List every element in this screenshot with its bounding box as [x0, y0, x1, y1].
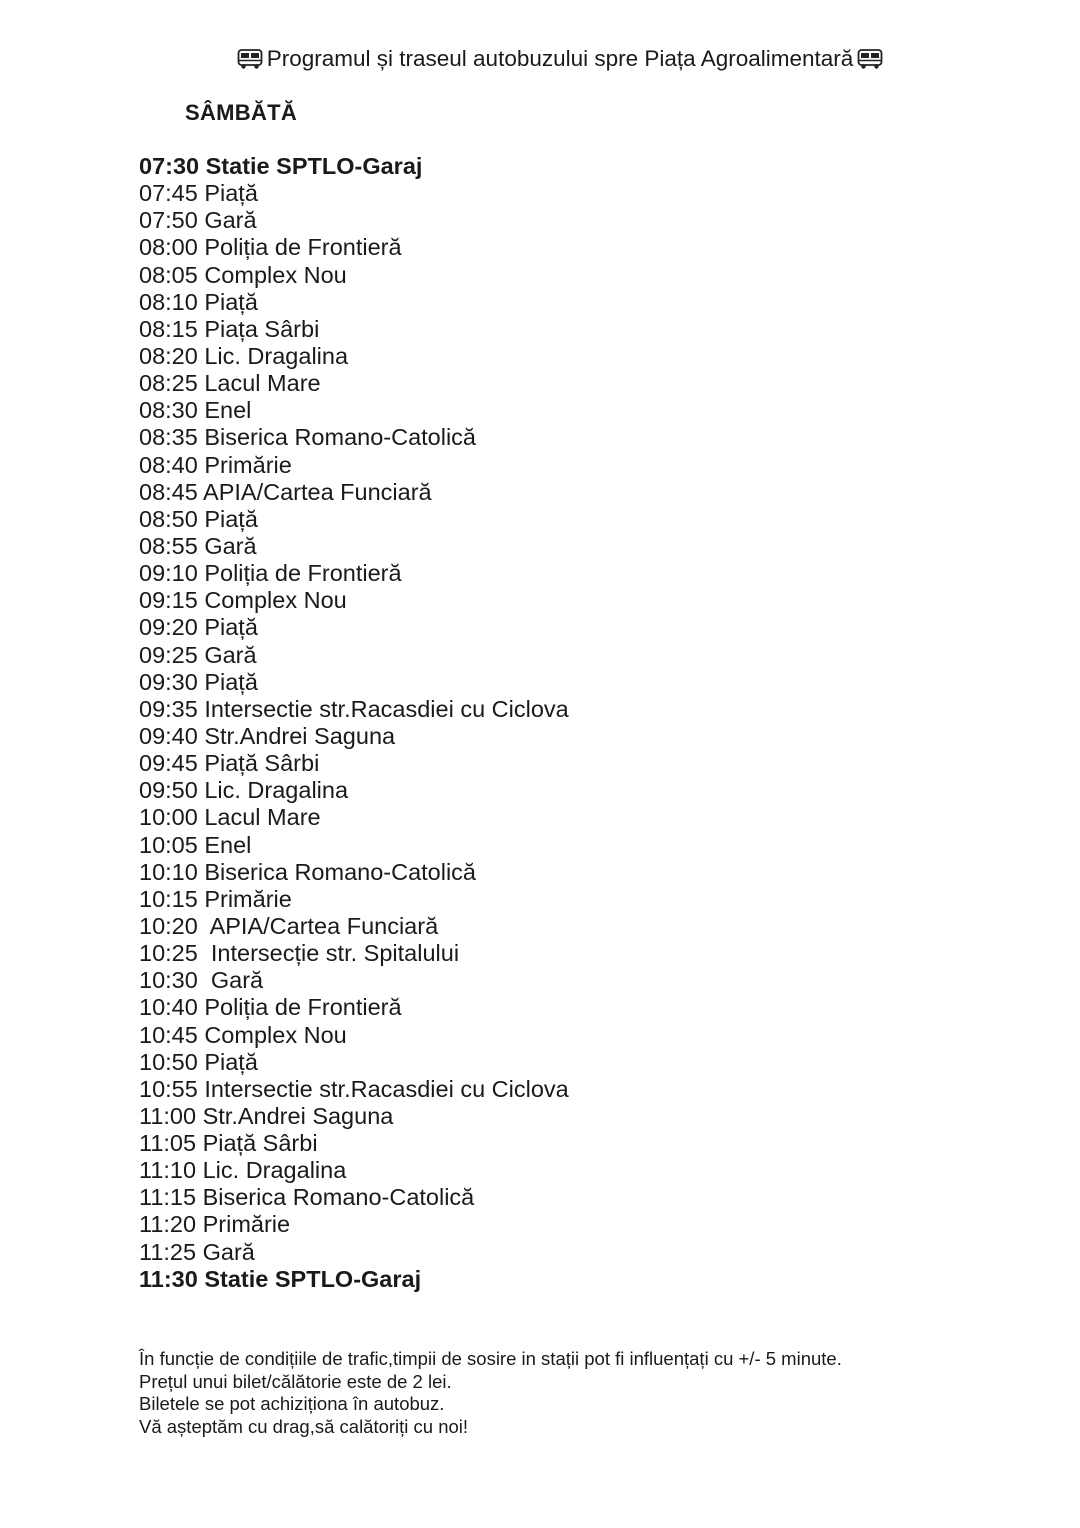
schedule-row: 09:30 Piață [139, 668, 258, 695]
schedule-row: 08:05 Complex Nou [139, 261, 347, 288]
schedule-row: 10:00 Lacul Mare [139, 804, 321, 831]
schedule-row: 08:45 APIA/Cartea Funciară [139, 478, 432, 505]
schedule-row: 11:30 Statie SPTLO-Garaj [139, 1265, 422, 1292]
schedule-row: 10:45 Complex Nou [139, 1021, 347, 1048]
schedule-row: 11:05 Piață Sârbi [139, 1130, 318, 1157]
schedule-row: 10:20 APIA/Cartea Funciară [139, 912, 439, 939]
schedule-row: 10:40 Poliția de Frontieră [139, 994, 402, 1021]
schedule-row: 10:25 Intersecție str. Spitalului [139, 940, 460, 967]
schedule-row: 08:35 Biserica Romano-Catolică [139, 424, 476, 451]
schedule-row: 07:45 Piață [139, 180, 258, 207]
title-row [0, 43, 1080, 75]
schedule-row: 09:50 Lic. Dragalina [139, 777, 349, 804]
schedule-row: 09:10 Poliția de Frontieră [139, 560, 402, 587]
schedule-row: 10:05 Enel [139, 831, 252, 858]
schedule-list [139, 153, 569, 1293]
schedule-row: 11:00 Str.Andrei Saguna [139, 1102, 394, 1129]
schedule-row: 10:50 Piață [139, 1048, 258, 1075]
schedule-row: 11:10 Lic. Dragalina [139, 1157, 347, 1184]
schedule-row: 08:10 Piață [139, 288, 258, 315]
day-heading: SÂMBĂTĂ [185, 100, 298, 125]
schedule-row: 07:30 Statie SPTLO-Garaj [139, 153, 423, 179]
schedule-row: 08:20 Lic. Dragalina [139, 342, 349, 369]
schedule-row: 11:20 Primărie [139, 1211, 291, 1238]
schedule-row: 08:40 Primărie [139, 451, 292, 478]
schedule-row: 09:15 Complex Nou [139, 587, 347, 614]
note-line: Prețul unui bilet/călătorie este de 2 lei. [139, 1370, 452, 1392]
schedule-row: 08:55 Gară [139, 532, 257, 559]
schedule-row: 08:25 Lacul Mare [139, 370, 321, 397]
schedule-row: 08:15 Piața Sârbi [139, 315, 320, 342]
schedule-row: 11:15 Biserica Romano-Catolică [139, 1184, 475, 1211]
schedule-row: 10:55 Intersectie str.Racasdiei cu Ciclova [139, 1075, 569, 1102]
schedule-row: 09:45 Piață Sârbi [139, 750, 320, 777]
schedule-row: 09:25 Gară [139, 641, 257, 668]
note-line: În funcție de condițiile de trafic,timpii de sosire in stații pot fi influențați cu +/- 5 minute. [139, 1348, 842, 1369]
schedule-row: 10:15 Primărie [139, 885, 292, 912]
note-line: Vă așteptăm cu drag,să calătoriți cu noi! [139, 1416, 469, 1438]
bus-icon [237, 48, 263, 70]
notes-list [139, 1348, 842, 1439]
schedule-row: 09:40 Str.Andrei Saguna [139, 722, 396, 749]
schedule-row: 09:20 Piață [139, 614, 258, 641]
note-line: Biletele se pot achiziționa în autobuz. [139, 1393, 445, 1415]
schedule-row: 10:30 Gară [139, 967, 264, 994]
schedule-row: 07:50 Gară [139, 207, 257, 234]
schedule-row: 08:30 Enel [139, 397, 252, 424]
schedule-row: 09:35 Intersectie str.Racasdiei cu Ciclova [139, 695, 569, 722]
schedule-row: 10:10 Biserica Romano-Catolică [139, 858, 476, 885]
schedule-row: 08:00 Poliția de Frontieră [139, 234, 402, 261]
page-title: Programul și traseul autobuzului spre Piața Agroalimentară [266, 46, 854, 71]
schedule-row: 08:50 Piață [139, 505, 258, 532]
bus-icon [857, 48, 883, 70]
schedule-row: 11:25 Gară [139, 1238, 255, 1265]
